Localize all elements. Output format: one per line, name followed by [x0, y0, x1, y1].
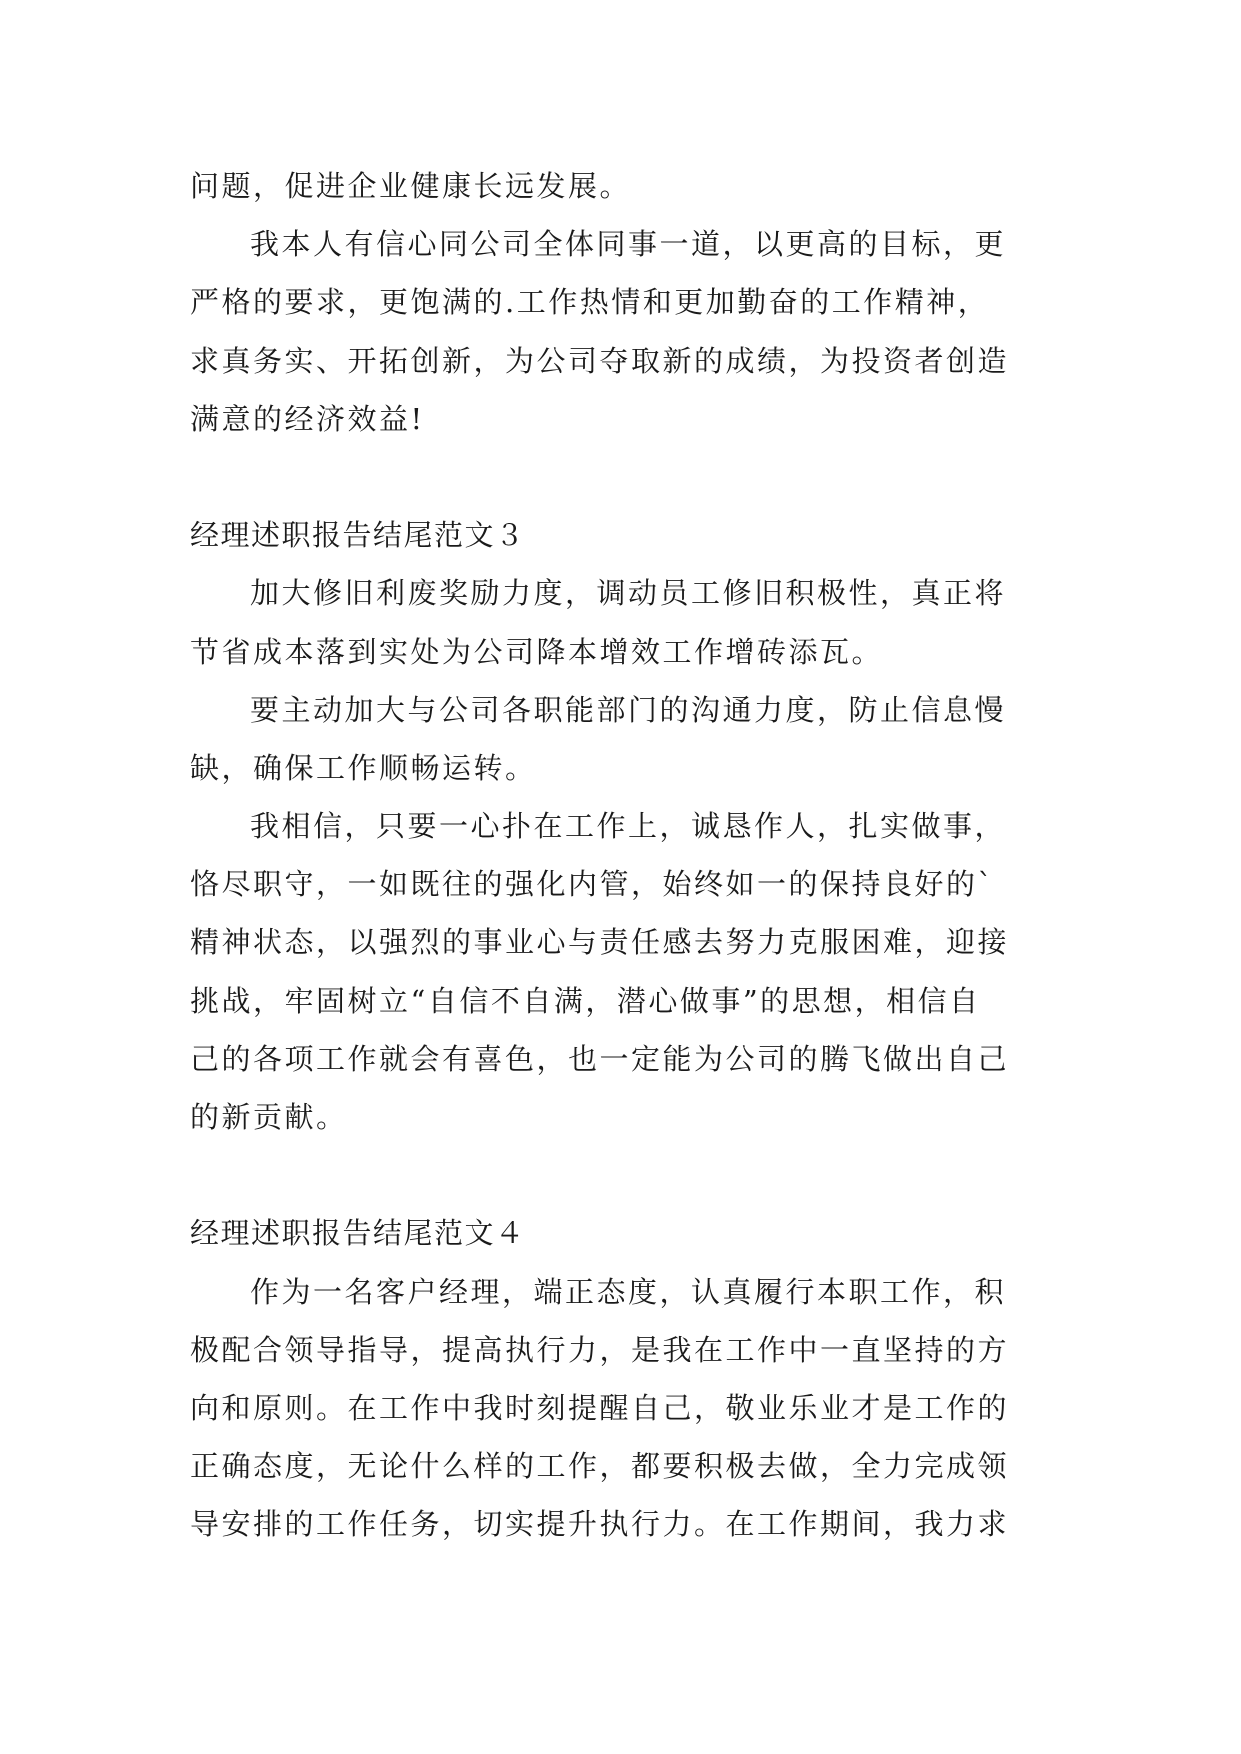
text-line: 己的各项工作就会有喜色，也一定能为公司的腾飞做出自己 [190, 1041, 1010, 1076]
spacer [190, 1146, 1060, 1204]
text-line: 挑战，牢固树立“自信不自满，潜心做事”的思想，相信自 [190, 983, 981, 1018]
paragraph-account-manager [190, 1263, 1060, 1554]
text-line: 极配合领导指导，提高执行力，是我在工作中一直坚持的方 [190, 1332, 1010, 1367]
text-line: 缺，确保工作顺畅运转。 [190, 750, 537, 785]
text-line: 向和原则。在工作中我时刻提醒自己，敬业乐业才是工作的 [190, 1390, 1010, 1425]
text-line: 恪尽职守，一如既往的强化内管，始终如一的保持良好的` [190, 867, 995, 902]
text-line: 我本人有信心同公司全体同事一道，以更高的目标，更 [250, 227, 1007, 262]
paragraph-communication [190, 681, 1060, 797]
spacer [190, 448, 1060, 506]
text-line: 正确态度，无论什么样的工作，都要积极去做，全力完成领 [190, 1449, 1010, 1484]
section-heading-3: 经理述职报告结尾范文３ [190, 518, 526, 553]
paragraph-repair-incentive [190, 564, 1060, 680]
text-line: 作为一名客户经理，端正态度，认真履行本职工作，积 [250, 1274, 1007, 1309]
text-line: 导安排的工作任务，切实提升执行力。在工作期间，我力求 [190, 1507, 1010, 1542]
text-line: 问题，促进企业健康长远发展。 [190, 169, 632, 203]
text-line: 节省成本落到实处为公司降本增效工作增砖添瓦。 [190, 634, 884, 669]
text-line: 求真务实、开拓创新，为公司夺取新的成绩，为投资者创造 [190, 343, 1010, 378]
paragraph-closing-previous [190, 157, 1060, 215]
text-line: 我相信，只要一心扑在工作上，诚恳作人，扎实做事， [250, 809, 1007, 844]
text-line: 的新贡献。 [190, 1100, 348, 1134]
document-body [190, 157, 1060, 1554]
section-heading-4: 经理述职报告结尾范文４ [190, 1216, 526, 1251]
text-line: 加大修旧利废奖励力度，调动员工修旧积极性，真正将 [250, 576, 1007, 611]
text-line: 要主动加大与公司各职能部门的沟通力度，防止信息慢 [250, 692, 1007, 727]
text-line: 精神状态，以强烈的事业心与责任感去努力克服困难，迎接 [190, 925, 1010, 960]
text-line: 满意的经济效益! [190, 401, 425, 436]
text-line: 严格的要求，更饱满的.工作热情和更加勤奋的工作精神， [190, 285, 990, 320]
paragraph-confidence [190, 215, 1060, 448]
paragraph-belief [190, 797, 1060, 1146]
